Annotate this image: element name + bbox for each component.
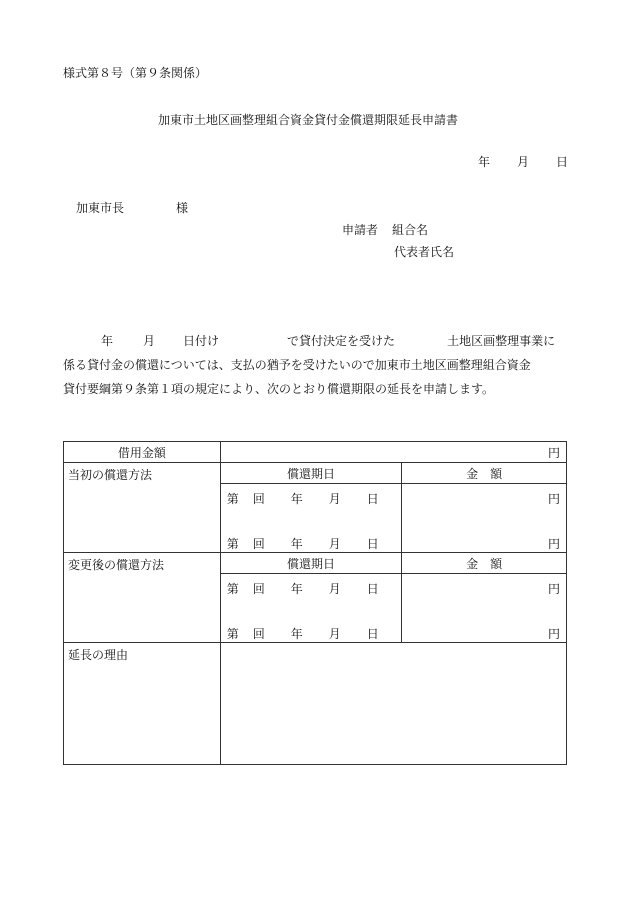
amount-header: 金 額 (402, 463, 567, 484)
body-project: 土地区画整理事業に (447, 334, 556, 348)
loan-amount-row (64, 442, 567, 463)
reason-row (64, 643, 567, 765)
yen-label: 円 (547, 445, 560, 460)
original-method-label: 当初の償還方法 (64, 463, 221, 553)
addressee (76, 199, 188, 216)
body-line-2: 係る貸付金の償還については、支払の猶予を受けたいので加東市土地区画整理組合資金 (63, 358, 531, 372)
loan-amount-label: 借用金額 (64, 442, 221, 463)
body-line-1 (63, 329, 583, 353)
addressee-name: 加東市長 (76, 201, 125, 215)
body-year: 年 (101, 334, 114, 348)
reason-label: 延長の理由 (64, 643, 221, 765)
changed-method-header-row (64, 553, 567, 574)
installment-date-line: 第 回 年 月 日 (226, 627, 379, 641)
due-date-header: 償還期日 (220, 463, 402, 484)
original-installment-dates[interactable] (220, 484, 402, 553)
date-month: 月 (517, 155, 530, 169)
yen-label: 円 (547, 537, 560, 551)
changed-method-label: 変更後の償還方法 (64, 553, 221, 643)
body-line-3: 貸付要綱第９条第１項の規定により、次のとおり償還期限の延長を申請します。 (63, 382, 495, 396)
changed-installment-dates[interactable] (220, 574, 402, 643)
due-date-header: 償還期日 (220, 553, 402, 574)
union-name-label: 組合名 (392, 223, 429, 237)
document-title: 加東市土地区画整理組合資金貸付金償還期限延長申請書 (158, 113, 459, 127)
body-decided: で貸付決定を受けた (287, 334, 396, 348)
body-day: 日付け (183, 334, 220, 348)
original-installment-amounts[interactable] (402, 484, 567, 553)
form-number: 様式第８号（第９条関係） (63, 66, 208, 80)
applicant-block (342, 221, 428, 238)
date-line (478, 153, 568, 170)
installment-date-line: 第 回 年 月 日 (226, 537, 379, 551)
reason-field[interactable] (220, 643, 566, 765)
date-year: 年 (478, 155, 491, 169)
loan-amount-field[interactable] (220, 442, 566, 463)
yen-label: 円 (547, 627, 560, 641)
applicant-label: 申請者 (342, 223, 379, 237)
installment-date-line: 第 回 年 月 日 (226, 582, 379, 596)
date-day: 日 (556, 155, 569, 169)
original-method-header-row (64, 463, 567, 484)
installment-date-line: 第 回 年 月 日 (226, 492, 379, 506)
yen-label: 円 (547, 492, 560, 506)
yen-label: 円 (547, 582, 560, 596)
application-table (63, 441, 567, 765)
amount-header: 金 額 (402, 553, 567, 574)
representative-label: 代表者氏名 (394, 245, 455, 259)
addressee-honorific: 様 (176, 201, 189, 215)
body-month: 月 (143, 334, 156, 348)
changed-installment-amounts[interactable] (402, 574, 567, 643)
body-paragraph (63, 329, 583, 401)
